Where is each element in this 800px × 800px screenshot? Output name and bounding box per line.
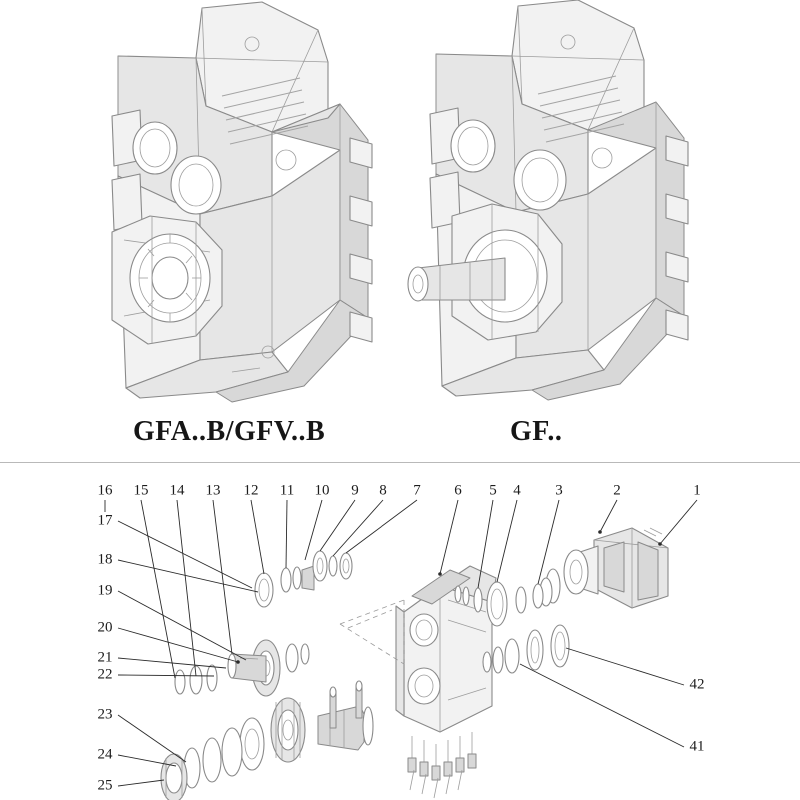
callout-number-19: 19 [97, 582, 113, 599]
callout-number-15: 15 [133, 482, 149, 499]
callout-number-11: 11 [279, 482, 295, 499]
exploded-assembly [105, 500, 697, 800]
callout-number-25: 25 [97, 777, 113, 794]
section-divider [0, 462, 800, 463]
callout-number-12: 12 [243, 482, 259, 499]
callout-number-8: 8 [379, 482, 387, 499]
small-parts-row [255, 551, 352, 607]
callout-number-22: 22 [97, 666, 113, 683]
callout-number-42: 42 [689, 676, 705, 693]
housing-body [396, 566, 496, 780]
callout-number-14: 14 [169, 482, 185, 499]
callout-number-1: 1 [693, 482, 701, 499]
callout-number-4: 4 [513, 482, 521, 499]
callout-number-3: 3 [555, 482, 563, 499]
gear-shaft-lower [161, 698, 373, 800]
motor-flange-assembly [564, 528, 668, 608]
callout-number-41: 41 [689, 738, 705, 755]
callout-number-2: 2 [613, 482, 621, 499]
callout-number-17: 17 [97, 512, 113, 529]
callout-number-16: 16 [97, 482, 113, 499]
callout-number-23: 23 [97, 706, 113, 723]
callout-number-10: 10 [314, 482, 330, 499]
washer-group [455, 586, 469, 605]
callout-number-7: 7 [413, 482, 421, 499]
ring-stack [474, 569, 560, 626]
gearbox-view-left [112, 2, 372, 402]
caption-gfab-gfvb: GFA..B/GFV..B [133, 416, 326, 447]
callout-number-20: 20 [97, 619, 113, 636]
callout-number-6: 6 [454, 482, 462, 499]
leader-lines [105, 500, 697, 786]
callout-number-24: 24 [97, 746, 113, 763]
callout-number-18: 18 [97, 551, 113, 568]
callout-number-21: 21 [97, 649, 113, 666]
caption-gf: GF.. [510, 416, 563, 447]
pins-and-screws [330, 681, 462, 798]
callout-number-5: 5 [489, 482, 497, 499]
lower-ring-stack [483, 625, 569, 673]
callout-number-9: 9 [351, 482, 359, 499]
gearbox-view-right [408, 0, 688, 400]
callout-number-13: 13 [205, 482, 221, 499]
gear-shaft-upper [175, 640, 309, 696]
